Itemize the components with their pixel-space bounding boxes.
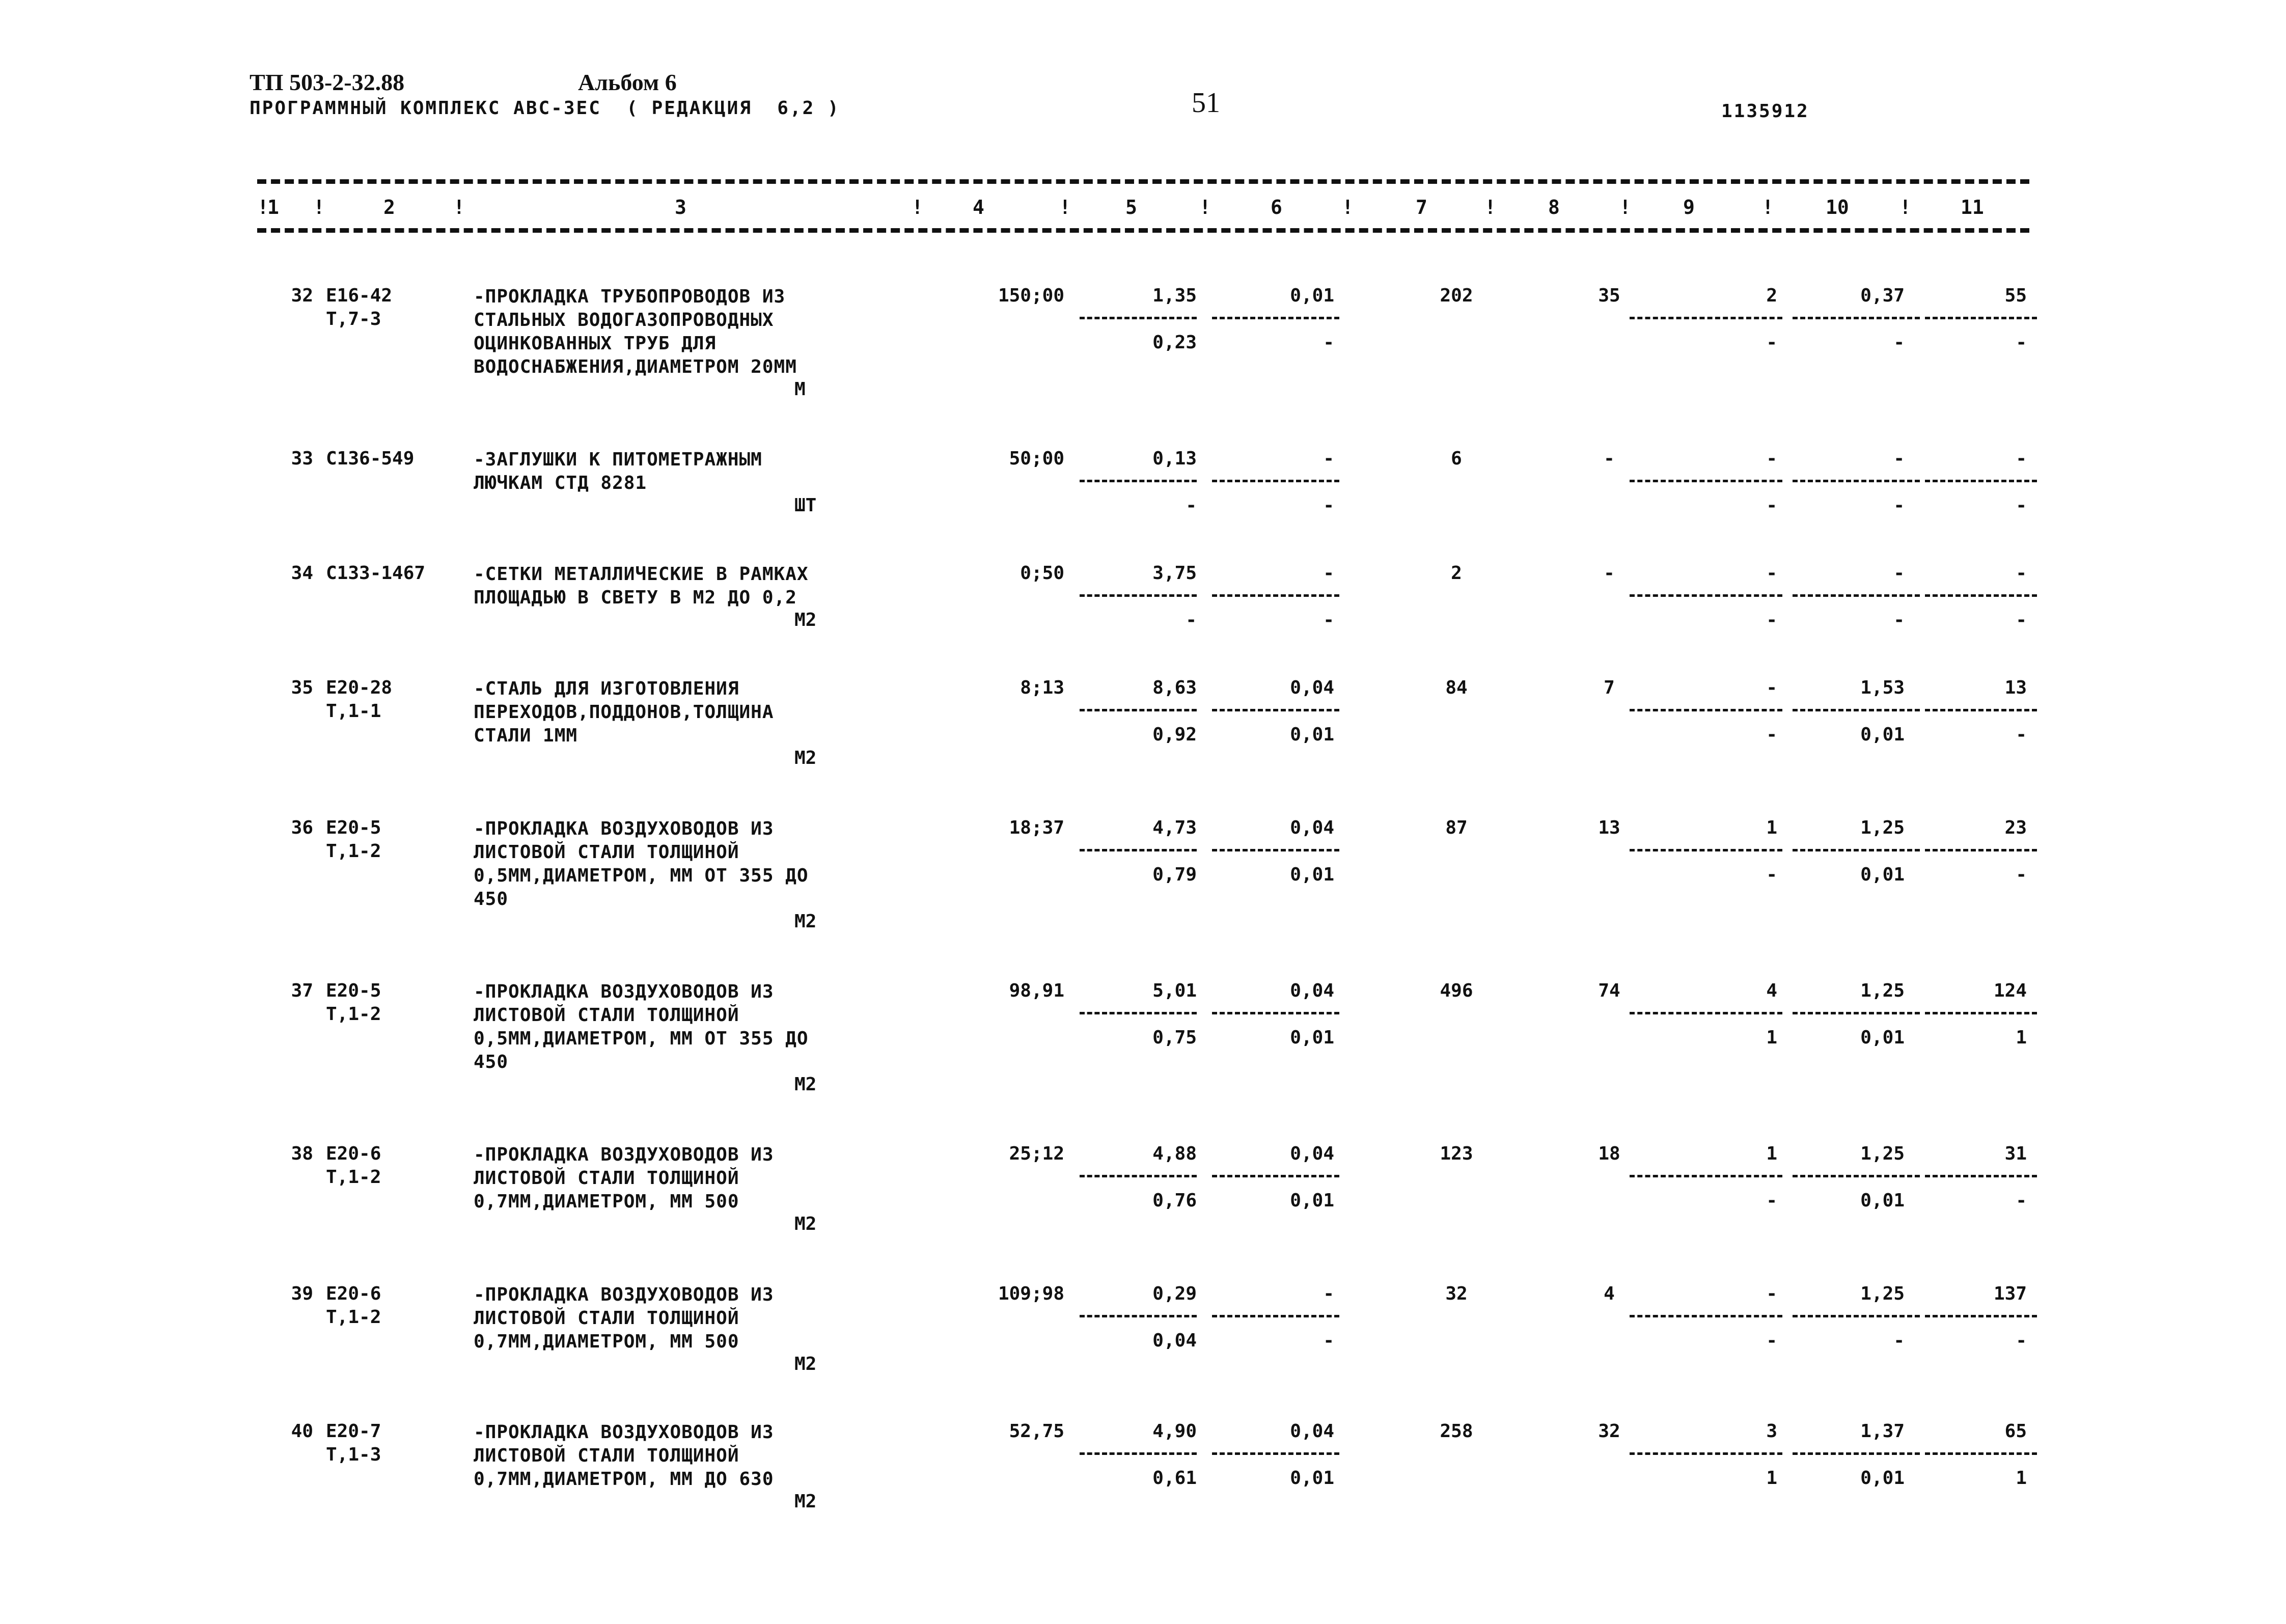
item-description: -ПРОКЛАДКА ВОЗДУХОВОДОВ ИЗ ЛИСТОВОЙ СТАЛИ ТОЛЩИНОЙ 0,5ММ,ДИАМЕТРОМ, ММ ОТ 355 ДО 450 — [474, 818, 809, 910]
fraction-divider — [1212, 480, 1339, 482]
cell-c6b: - — [1323, 495, 1334, 516]
fraction-divider — [1925, 849, 2037, 851]
cell-num: 38 — [291, 1143, 313, 1164]
column-header: 2 — [383, 196, 395, 218]
column-divider: ! — [257, 196, 269, 218]
item-description: -ПРОКЛАДКА ВОЗДУХОВОДОВ ИЗ ЛИСТОВОЙ СТАЛИ ТОЛЩИНОЙ 0,7ММ,ДИАМЕТРОМ, ММ 500 — [474, 1144, 774, 1212]
cell-c10a: 1,25 — [1860, 1143, 1905, 1164]
cell-c11b: - — [2016, 724, 2027, 745]
cell-c8: 4 — [1604, 1283, 1615, 1304]
cell-c7: 84 — [1445, 677, 1468, 698]
cell-c11a: - — [2016, 563, 2027, 584]
cell-c10a: 1,37 — [1860, 1421, 1905, 1442]
cell-c9a: - — [1766, 1283, 1777, 1304]
cell-c10b: 0,01 — [1860, 864, 1905, 885]
cell-c11b: - — [2016, 495, 2027, 516]
unit-of-measure: М2 — [794, 1214, 817, 1234]
cell-num: 36 — [291, 817, 313, 838]
fraction-divider — [1630, 317, 1782, 319]
column-divider: ! — [1899, 196, 1911, 218]
cell-c6b: - — [1323, 1330, 1334, 1351]
table-row — [0, 817, 2286, 970]
fraction-divider — [1630, 1175, 1782, 1177]
cell-c5b: 0,92 — [1152, 724, 1197, 745]
cell-qty: 0;50 — [1020, 563, 1064, 584]
unit-of-measure: ШТ — [794, 495, 817, 516]
cell-qty: 109;98 — [998, 1283, 1064, 1304]
cell-c8: 18 — [1598, 1143, 1620, 1164]
fraction-divider — [1925, 594, 2037, 597]
cell-c11a: 137 — [1993, 1283, 2027, 1304]
cell-c10a: 1,25 — [1860, 817, 1905, 838]
item-description: -ПРОКЛАДКА ВОЗДУХОВОДОВ ИЗ ЛИСТОВОЙ СТАЛИ ТОЛЩИНОЙ 0,7ММ,ДИАМЕТРОМ, ММ 500 — [474, 1284, 774, 1352]
fraction-divider — [1925, 1315, 2037, 1317]
fraction-divider — [1080, 1175, 1197, 1177]
cell-c9a: - — [1766, 677, 1777, 698]
cell-c6a: - — [1323, 563, 1334, 584]
cell-c10a: 0,37 — [1860, 285, 1905, 306]
fraction-divider — [1925, 1452, 2037, 1455]
cell-c9a: - — [1766, 563, 1777, 584]
fraction-divider — [1080, 317, 1197, 319]
cell-c9a: 2 — [1766, 285, 1777, 306]
cell-c5b: - — [1186, 495, 1197, 516]
item-description: -ПРОКЛАДКА ТРУБОПРОВОДОВ ИЗ СТАЛЬНЫХ ВОДОГАЗОПРОВОДНЫХ ОЦИНКОВАННЫХ ТРУБ ДЛЯ ВОДОСНАБЖЕНИЯ,ДИАМЕТРОМ 20ММ — [474, 286, 797, 377]
cell-code1: С133-1467 — [326, 563, 426, 584]
fraction-divider — [1793, 849, 1920, 851]
fraction-divider — [1080, 1315, 1197, 1317]
fraction-divider — [1630, 1452, 1782, 1455]
table-row — [0, 1283, 2286, 1436]
cell-c5a: 0,29 — [1152, 1283, 1197, 1304]
cell-c9a: 1 — [1766, 817, 1777, 838]
cell-c6a: - — [1323, 448, 1334, 469]
cell-c5a: 4,73 — [1152, 817, 1197, 838]
cell-c7: 2 — [1451, 563, 1462, 584]
cell-qty: 25;12 — [1009, 1143, 1064, 1164]
cell-code2: Т,1-2 — [326, 841, 381, 862]
cell-code2: Т,1-2 — [326, 1004, 381, 1025]
cell-code2: Т,1-1 — [326, 701, 381, 722]
fraction-divider — [1793, 1012, 1920, 1014]
cell-c5b: 0,76 — [1152, 1190, 1197, 1211]
cell-c7: 496 — [1440, 980, 1473, 1001]
fraction-divider — [1925, 480, 2037, 482]
cell-c8: 74 — [1598, 980, 1620, 1001]
fraction-divider — [1080, 1012, 1197, 1014]
cell-code1: Е20-6 — [326, 1143, 381, 1164]
fraction-divider — [1212, 849, 1339, 851]
fraction-divider — [1630, 1012, 1782, 1014]
fraction-divider — [1630, 480, 1782, 482]
column-header: 10 — [1826, 196, 1849, 218]
table-row — [0, 1421, 2286, 1574]
cell-c10a: 1,53 — [1860, 677, 1905, 698]
cell-c11a: 23 — [2004, 817, 2027, 838]
cell-c6a: 0,04 — [1290, 1143, 1334, 1164]
cell-c9b: 1 — [1766, 1468, 1777, 1489]
cell-code1: Е16-42 — [326, 285, 393, 306]
column-divider: ! — [1059, 196, 1071, 218]
cell-qty: 8;13 — [1020, 677, 1064, 698]
column-header: 4 — [973, 196, 984, 218]
cell-c5a: 5,01 — [1152, 980, 1197, 1001]
document-number: 1135912 — [1721, 101, 1809, 122]
table-row — [0, 980, 2286, 1133]
cell-c6a: 0,04 — [1290, 1421, 1334, 1442]
fraction-divider — [1630, 1315, 1782, 1317]
cell-c9a: - — [1766, 448, 1777, 469]
cell-c11a: 31 — [2004, 1143, 2027, 1164]
fraction-divider — [1080, 849, 1197, 851]
item-description: -СТАЛЬ ДЛЯ ИЗГОТОВЛЕНИЯ ПЕРЕХОДОВ,ПОДДОНОВ,ТОЛЩИНА СТАЛИ 1ММ — [474, 678, 774, 746]
cell-c11b: 1 — [2016, 1468, 2027, 1489]
album-label: Альбом 6 — [578, 69, 677, 95]
cell-c11b: - — [2016, 864, 2027, 885]
fraction-divider — [1080, 709, 1197, 711]
item-description: -ЗАГЛУШКИ К ПИТОМЕТРАЖНЫМ ЛЮЧКАМ СТД 8281 — [474, 449, 762, 493]
cell-c9a: 4 — [1766, 980, 1777, 1001]
cell-c5a: 4,90 — [1152, 1421, 1197, 1442]
table-header-rule — [257, 228, 2029, 233]
cell-code1: Е20-28 — [326, 677, 393, 698]
cell-c10b: - — [1893, 332, 1905, 353]
cell-c5a: 3,75 — [1152, 563, 1197, 584]
cell-code2: Т,1-3 — [326, 1444, 381, 1465]
column-header-row — [257, 196, 2029, 222]
cell-code1: Е20-6 — [326, 1283, 381, 1304]
cell-c10b: 0,01 — [1860, 724, 1905, 745]
table-row — [0, 1143, 2286, 1296]
program-title: ПРОГРАММНЫЙ КОМПЛЕКС АВС-ЗЕС ( РЕДАКЦИЯ 6,2 ) — [250, 98, 840, 119]
cell-c6b: - — [1323, 610, 1334, 630]
fraction-divider — [1793, 480, 1920, 482]
fraction-divider — [1793, 1315, 1920, 1317]
cell-c9b: - — [1766, 1190, 1777, 1211]
cell-c8: 13 — [1598, 817, 1620, 838]
column-divider: ! — [1619, 196, 1631, 218]
column-header: 3 — [675, 196, 686, 218]
column-header: 7 — [1416, 196, 1427, 218]
cell-c11b: - — [2016, 332, 2027, 353]
unit-of-measure: М2 — [794, 1354, 817, 1374]
cell-c10b: - — [1893, 610, 1905, 630]
cell-num: 37 — [291, 980, 313, 1001]
cell-code1: С136-549 — [326, 448, 415, 469]
cell-c6a: 0,04 — [1290, 817, 1334, 838]
cell-c9b: - — [1766, 332, 1777, 353]
cell-c5b: - — [1186, 610, 1197, 630]
cell-c9a: 1 — [1766, 1143, 1777, 1164]
cell-c9a: 3 — [1766, 1421, 1777, 1442]
cell-qty: 150;00 — [998, 285, 1064, 306]
cell-c5a: 0,13 — [1152, 448, 1197, 469]
cell-c11b: 1 — [2016, 1027, 2027, 1048]
cell-c8: - — [1604, 448, 1615, 469]
cell-c6b: 0,01 — [1290, 1190, 1334, 1211]
cell-code1: Е20-5 — [326, 980, 381, 1001]
cell-qty: 98,91 — [1009, 980, 1064, 1001]
cell-qty: 18;37 — [1009, 817, 1064, 838]
fraction-divider — [1793, 1452, 1920, 1455]
cell-c5b: 0,61 — [1152, 1468, 1197, 1489]
fraction-divider — [1925, 709, 2037, 711]
cell-c6b: - — [1323, 332, 1334, 353]
column-header: 9 — [1683, 196, 1695, 218]
cell-c10b: 0,01 — [1860, 1468, 1905, 1489]
column-divider: ! — [1762, 196, 1774, 218]
unit-of-measure: М2 — [794, 1491, 817, 1512]
cell-c9b: - — [1766, 610, 1777, 630]
cell-c10b: - — [1893, 495, 1905, 516]
cell-c6b: 0,01 — [1290, 1468, 1334, 1489]
cell-c5a: 4,88 — [1152, 1143, 1197, 1164]
fraction-divider — [1793, 1175, 1920, 1177]
cell-code1: Е20-5 — [326, 817, 381, 838]
cell-c6a: 0,01 — [1290, 285, 1334, 306]
cell-code2: Т,7-3 — [326, 309, 381, 329]
cell-code1: Е20-7 — [326, 1421, 381, 1442]
cell-qty: 50;00 — [1009, 448, 1064, 469]
cell-c10b: - — [1893, 1330, 1905, 1351]
cell-num: 34 — [291, 563, 313, 584]
fraction-divider — [1212, 1175, 1339, 1177]
cell-c5b: 0,79 — [1152, 864, 1197, 885]
fraction-divider — [1212, 1452, 1339, 1455]
unit-of-measure: М2 — [794, 1074, 817, 1095]
cell-c8: 32 — [1598, 1421, 1620, 1442]
cell-c11b: - — [2016, 1190, 2027, 1211]
fraction-divider — [1212, 317, 1339, 319]
table-row — [0, 285, 2286, 438]
fraction-divider — [1925, 1012, 2037, 1014]
fraction-divider — [1080, 594, 1197, 597]
document-code: ТП 503-2-32.88 — [250, 69, 405, 95]
fraction-divider — [1630, 709, 1782, 711]
column-divider: ! — [1199, 196, 1211, 218]
cell-num: 39 — [291, 1283, 313, 1304]
cell-c9b: - — [1766, 495, 1777, 516]
fraction-divider — [1793, 594, 1920, 597]
fraction-divider — [1630, 594, 1782, 597]
column-divider: ! — [1342, 196, 1354, 218]
table-row — [0, 677, 2286, 830]
cell-c7: 6 — [1451, 448, 1462, 469]
column-divider: ! — [313, 196, 325, 218]
cell-c11a: 55 — [2004, 285, 2027, 306]
cell-c5b: 0,75 — [1152, 1027, 1197, 1048]
cell-c5a: 1,35 — [1152, 285, 1197, 306]
cell-c7: 123 — [1440, 1143, 1473, 1164]
fraction-divider — [1080, 480, 1197, 482]
column-header: 6 — [1271, 196, 1282, 218]
cell-c6b: 0,01 — [1290, 864, 1334, 885]
cell-c5b: 0,23 — [1152, 332, 1197, 353]
cell-c10a: - — [1893, 563, 1905, 584]
fraction-divider — [1212, 1012, 1339, 1014]
fraction-divider — [1630, 849, 1782, 851]
unit-of-measure: М — [794, 379, 806, 400]
unit-of-measure: М2 — [794, 610, 817, 630]
cell-c5a: 8,63 — [1152, 677, 1197, 698]
column-header: 11 — [1961, 196, 1984, 218]
cell-c6a: 0,04 — [1290, 980, 1334, 1001]
fraction-divider — [1212, 1315, 1339, 1317]
cell-c8: - — [1604, 563, 1615, 584]
cell-c11a: 124 — [1993, 980, 2027, 1001]
page-number: 51 — [1192, 87, 1220, 119]
cell-num: 32 — [291, 285, 313, 306]
cell-c5b: 0,04 — [1152, 1330, 1197, 1351]
column-header: 1 — [267, 196, 279, 218]
fraction-divider — [1793, 317, 1920, 319]
cell-c10a: 1,25 — [1860, 980, 1905, 1001]
cell-c7: 202 — [1440, 285, 1473, 306]
cell-c10b: 0,01 — [1860, 1027, 1905, 1048]
cell-c11a: 65 — [2004, 1421, 2027, 1442]
cell-c7: 87 — [1445, 817, 1468, 838]
cell-c9b: - — [1766, 864, 1777, 885]
item-description: -ПРОКЛАДКА ВОЗДУХОВОДОВ ИЗ ЛИСТОВОЙ СТАЛИ ТОЛЩИНОЙ 0,7ММ,ДИАМЕТРОМ, ММ ДО 630 — [474, 1422, 774, 1490]
cell-c7: 258 — [1440, 1421, 1473, 1442]
cell-c6a: - — [1323, 1283, 1334, 1304]
table-top-rule — [257, 179, 2029, 184]
unit-of-measure: М2 — [794, 911, 817, 932]
unit-of-measure: М2 — [794, 748, 817, 768]
cell-num: 40 — [291, 1421, 313, 1442]
fraction-divider — [1080, 1452, 1197, 1455]
cell-c7: 32 — [1445, 1283, 1468, 1304]
cell-c10b: 0,01 — [1860, 1190, 1905, 1211]
cell-c9b: 1 — [1766, 1027, 1777, 1048]
cell-c11a: - — [2016, 448, 2027, 469]
cell-c6b: 0,01 — [1290, 724, 1334, 745]
fraction-divider — [1793, 709, 1920, 711]
cell-c8: 7 — [1604, 677, 1615, 698]
cell-num: 33 — [291, 448, 313, 469]
cell-c10a: 1,25 — [1860, 1283, 1905, 1304]
fraction-divider — [1212, 709, 1339, 711]
cell-code2: Т,1-2 — [326, 1307, 381, 1328]
column-divider: ! — [1484, 196, 1496, 218]
cell-c8: 35 — [1598, 285, 1620, 306]
fraction-divider — [1925, 317, 2037, 319]
cell-c11a: 13 — [2004, 677, 2027, 698]
cell-c9b: - — [1766, 1330, 1777, 1351]
column-header: 8 — [1548, 196, 1560, 218]
cell-c9b: - — [1766, 724, 1777, 745]
cell-code2: Т,1-2 — [326, 1167, 381, 1188]
cell-c6a: 0,04 — [1290, 677, 1334, 698]
fraction-divider — [1212, 594, 1339, 597]
column-divider: ! — [912, 196, 923, 218]
cell-c11b: - — [2016, 1330, 2027, 1351]
item-description: -СЕТКИ МЕТАЛЛИЧЕСКИЕ В РАМКАХ ПЛОЩАДЬЮ В СВЕТУ В М2 ДО 0,2 — [474, 564, 809, 608]
column-divider: ! — [453, 196, 465, 218]
cell-c6b: 0,01 — [1290, 1027, 1334, 1048]
cell-qty: 52,75 — [1009, 1421, 1064, 1442]
item-description: -ПРОКЛАДКА ВОЗДУХОВОДОВ ИЗ ЛИСТОВОЙ СТАЛИ ТОЛЩИНОЙ 0,5ММ,ДИАМЕТРОМ, ММ ОТ 355 ДО 450 — [474, 981, 809, 1072]
fraction-divider — [1925, 1175, 2037, 1177]
cell-c11b: - — [2016, 610, 2027, 630]
column-header: 5 — [1125, 196, 1137, 218]
cell-num: 35 — [291, 677, 313, 698]
cell-c10a: - — [1893, 448, 1905, 469]
